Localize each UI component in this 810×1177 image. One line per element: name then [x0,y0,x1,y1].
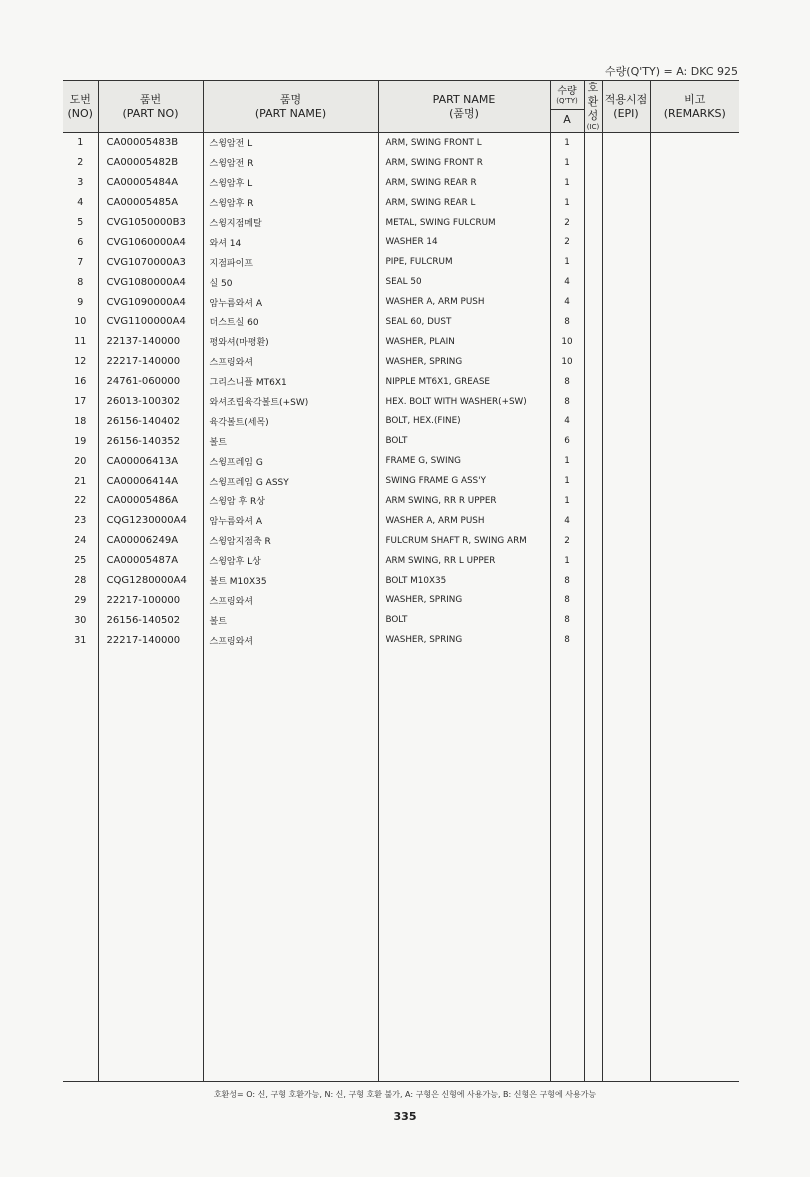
row-part-no: 26156-140352 [98,431,203,451]
row-qty: 4 [550,411,584,431]
row-ic [584,451,602,471]
header-part-name-en [378,81,550,133]
row-part-no: CVG1070000A3 [98,252,203,272]
row-epi [602,153,650,173]
row-name-ko: 스윙암지점축 R [203,531,378,551]
row-no: 29 [63,590,98,610]
table-row [63,133,739,153]
header-no-ko: 도번 [69,92,91,106]
parts-table [63,81,739,1081]
table-row [63,551,739,571]
row-no: 2 [63,153,98,173]
header-rem-ko: 비고 [684,92,706,106]
table-row [63,193,739,213]
table-row [63,213,739,233]
header-no-en: (NO) [67,106,93,120]
header-no [63,81,98,133]
row-qty: 4 [550,272,584,292]
row-ic [584,173,602,193]
row-no: 11 [63,332,98,352]
row-qty: 8 [550,590,584,610]
row-remarks [650,213,739,233]
row-qty: 4 [550,511,584,531]
row-remarks [650,571,739,591]
row-no: 7 [63,252,98,272]
row-remarks [650,252,739,272]
row-no: 28 [63,571,98,591]
row-name-ko: 더스트실 60 [203,312,378,332]
row-name-ko: 스윙암 후 R상 [203,491,378,511]
row-epi [602,392,650,412]
filler-cell [550,650,584,1081]
row-qty: 8 [550,571,584,591]
row-qty: 8 [550,392,584,412]
row-remarks [650,590,739,610]
row-remarks [650,332,739,352]
row-qty: 1 [550,193,584,213]
row-epi [602,630,650,650]
table-row [63,352,739,372]
row-qty: 1 [550,252,584,272]
row-name-en: ARM, SWING REAR R [378,173,550,193]
row-ic [584,232,602,252]
row-name-en: FULCRUM SHAFT R, SWING ARM [378,531,550,551]
row-part-no: 26156-140502 [98,610,203,630]
table-row [63,411,739,431]
row-name-ko: 스윙프레임 G [203,451,378,471]
row-ic [584,133,602,153]
filler-cell [378,650,550,1081]
table-row [63,431,739,451]
row-part-no: 22137-140000 [98,332,203,352]
row-epi [602,272,650,292]
row-remarks [650,531,739,551]
row-ic [584,590,602,610]
row-no: 9 [63,292,98,312]
row-name-ko: 암누름와셔 A [203,511,378,531]
row-epi [602,292,650,312]
row-ic [584,213,602,233]
row-name-en: SEAL 50 [378,272,550,292]
row-epi [602,511,650,531]
row-name-ko: 암누름와셔 A [203,292,378,312]
parts-table-frame [63,80,739,1082]
row-epi [602,571,650,591]
row-remarks [650,511,739,531]
filler-cell [63,650,98,1081]
row-ic [584,292,602,312]
row-no: 6 [63,232,98,252]
header-qty-en: (Q'TY) [556,96,578,105]
row-ic [584,471,602,491]
row-qty: 1 [550,153,584,173]
row-ic [584,630,602,650]
header-qty [550,81,584,133]
row-name-en: WASHER 14 [378,232,550,252]
row-name-en: BOLT M10X35 [378,571,550,591]
row-qty: 1 [550,133,584,153]
row-part-no: 22217-140000 [98,630,203,650]
row-qty: 1 [550,451,584,471]
row-name-en: METAL, SWING FULCRUM [378,213,550,233]
quantity-model-note: 수량(Q'TY) = A: DKC 925 [605,65,738,78]
filler-cell [650,650,739,1081]
row-name-en: NIPPLE MT6X1, GREASE [378,372,550,392]
page-number: 335 [393,1110,417,1123]
row-no: 4 [63,193,98,213]
row-name-ko: 볼트 [203,431,378,451]
row-no: 24 [63,531,98,551]
header-part-no [98,81,203,133]
row-qty: 2 [550,213,584,233]
header-ic [584,81,602,133]
row-no: 16 [63,372,98,392]
row-part-no: CVG1060000A4 [98,232,203,252]
row-name-en: ARM, SWING FRONT R [378,153,550,173]
row-qty: 8 [550,630,584,650]
row-epi [602,193,650,213]
row-name-ko: 지점파이프 [203,252,378,272]
row-part-no: CA00005487A [98,551,203,571]
row-remarks [650,610,739,630]
row-ic [584,511,602,531]
row-remarks [650,491,739,511]
row-part-no: CA00006414A [98,471,203,491]
row-epi [602,173,650,193]
row-no: 3 [63,173,98,193]
row-remarks [650,153,739,173]
row-remarks [650,232,739,252]
row-epi [602,451,650,471]
row-name-ko: 스윙지점메탈 [203,213,378,233]
header-epi-en: (EPI) [613,106,639,120]
row-no: 21 [63,471,98,491]
row-ic [584,193,602,213]
row-no: 23 [63,511,98,531]
row-epi [602,332,650,352]
header-part-name-ko [203,81,378,133]
row-name-en: BOLT [378,431,550,451]
table-row [63,451,739,471]
parts-table-body [63,133,739,1082]
header-ic-2: 환 [587,95,599,108]
header-part-no-en: (PART NO) [122,106,179,120]
row-epi [602,133,650,153]
row-ic [584,312,602,332]
row-name-en: BOLT, HEX.(FINE) [378,411,550,431]
row-name-en: WASHER, SPRING [378,590,550,610]
header-qty-a: A [563,113,571,126]
row-qty: 8 [550,610,584,630]
filler-cell [98,650,203,1081]
row-no: 18 [63,411,98,431]
row-name-en: WASHER, PLAIN [378,332,550,352]
row-name-ko: 육각볼트(세목) [203,411,378,431]
row-part-no: CA00006249A [98,531,203,551]
row-qty: 10 [550,332,584,352]
row-ic [584,372,602,392]
row-no: 12 [63,352,98,372]
row-remarks [650,551,739,571]
row-no: 1 [63,133,98,153]
table-row [63,511,739,531]
table-row [63,332,739,352]
row-epi [602,252,650,272]
row-qty: 8 [550,372,584,392]
row-qty: 1 [550,471,584,491]
row-remarks [650,133,739,153]
row-epi [602,491,650,511]
row-qty: 1 [550,551,584,571]
row-no: 31 [63,630,98,650]
row-part-no: CQG1230000A4 [98,511,203,531]
row-epi [602,372,650,392]
row-part-no: 22217-100000 [98,590,203,610]
filler-cell [584,650,602,1081]
row-part-no: CQG1280000A4 [98,571,203,591]
row-no: 5 [63,213,98,233]
table-row [63,252,739,272]
row-ic [584,571,602,591]
row-name-ko: 스윙프레임 G ASSY [203,471,378,491]
header-en-en: PART NAME [432,92,496,106]
row-remarks [650,173,739,193]
compatibility-footnote: 호환성= O: 신, 구형 호환가능, N: 신, 구형 호환 불가, A: 구형은 신형에 사용가능, B: 신형은 구형에 사용가능 [213,1090,597,1099]
row-no: 17 [63,392,98,412]
row-qty: 8 [550,312,584,332]
row-epi [602,531,650,551]
row-epi [602,411,650,431]
row-remarks [650,451,739,471]
table-row [63,173,739,193]
row-epi [602,471,650,491]
row-part-no: CA00006413A [98,451,203,471]
row-name-ko: 스프링와셔 [203,352,378,372]
row-name-ko: 와셔 14 [203,232,378,252]
row-no: 22 [63,491,98,511]
filler-cell [602,650,650,1081]
header-epi-ko: 적용시점 [604,92,648,106]
row-name-ko: 스윙암후 L [203,173,378,193]
table-row [63,272,739,292]
row-epi [602,232,650,252]
row-epi [602,352,650,372]
header-en-ko: (품명) [449,106,479,120]
row-remarks [650,193,739,213]
row-name-en: BOLT [378,610,550,630]
row-remarks [650,312,739,332]
row-name-en: PIPE, FULCRUM [378,252,550,272]
header-ic-en: (IC) [586,123,600,131]
row-name-ko: 실 50 [203,272,378,292]
row-name-en: ARM SWING, RR R UPPER [378,491,550,511]
header-rem-en: (REMARKS) [663,106,726,120]
row-remarks [650,272,739,292]
row-no: 19 [63,431,98,451]
row-remarks [650,471,739,491]
row-remarks [650,431,739,451]
header-qty-ko: 수량 [557,85,577,97]
row-name-en: SEAL 60, DUST [378,312,550,332]
row-ic [584,610,602,630]
row-part-no: CA00005484A [98,173,203,193]
row-name-ko: 볼트 [203,610,378,630]
table-row [63,630,739,650]
row-part-no: CVG1080000A4 [98,272,203,292]
row-qty: 2 [550,232,584,252]
row-name-ko: 스윙암후 R [203,193,378,213]
row-ic [584,411,602,431]
table-row [63,372,739,392]
row-name-ko: 스윙암전 L [203,133,378,153]
row-ic [584,153,602,173]
table-row [63,392,739,412]
row-epi [602,431,650,451]
table-row [63,292,739,312]
table-row [63,153,739,173]
row-qty: 10 [550,352,584,372]
table-row [63,531,739,551]
row-no: 30 [63,610,98,630]
filler-cell [203,650,378,1081]
row-part-no: CVG1090000A4 [98,292,203,312]
row-name-ko: 평와셔(마평환) [203,332,378,352]
row-no: 25 [63,551,98,571]
header-ic-3: 성 [587,109,599,122]
row-epi [602,590,650,610]
row-ic [584,332,602,352]
row-ic [584,252,602,272]
header-part-no-ko: 품번 [139,92,162,106]
table-filler-row [63,650,739,1081]
row-epi [602,312,650,332]
header-epi [602,81,650,133]
row-name-en: ARM SWING, RR L UPPER [378,551,550,571]
row-ic [584,431,602,451]
row-name-ko: 스프링와셔 [203,630,378,650]
row-no: 10 [63,312,98,332]
row-epi [602,551,650,571]
row-remarks [650,630,739,650]
row-remarks [650,411,739,431]
row-part-no: 22217-140000 [98,352,203,372]
header-ic-1: 호 [587,81,599,94]
row-qty: 1 [550,173,584,193]
table-row [63,232,739,252]
row-remarks [650,292,739,312]
table-row [63,312,739,332]
row-part-no: CA00005485A [98,193,203,213]
row-name-en: SWING FRAME G ASS'Y [378,471,550,491]
row-no: 8 [63,272,98,292]
row-part-no: 24761-060000 [98,372,203,392]
row-ic [584,491,602,511]
row-ic [584,551,602,571]
row-no: 20 [63,451,98,471]
table-row [63,590,739,610]
row-remarks [650,392,739,412]
row-name-en: WASHER A, ARM PUSH [378,292,550,312]
row-name-en: ARM, SWING REAR L [378,193,550,213]
table-header-row [63,81,739,133]
row-remarks [650,372,739,392]
row-remarks [650,352,739,372]
row-ic [584,531,602,551]
header-kn-ko: 품명 [279,92,302,106]
row-ic [584,352,602,372]
row-qty: 4 [550,292,584,312]
table-row [63,610,739,630]
row-epi [602,610,650,630]
row-name-ko: 스윙암전 R [203,153,378,173]
row-name-ko: 와셔조립육각볼트(+SW) [203,392,378,412]
header-kn-en: (PART NAME) [254,106,327,120]
row-epi [602,213,650,233]
row-qty: 6 [550,431,584,451]
row-name-en: HEX. BOLT WITH WASHER(+SW) [378,392,550,412]
row-ic [584,392,602,412]
row-name-en: WASHER A, ARM PUSH [378,511,550,531]
row-name-ko: 스프링와셔 [203,590,378,610]
row-name-en: WASHER, SPRING [378,630,550,650]
row-part-no: CVG1050000B3 [98,213,203,233]
row-part-no: CA00005482B [98,153,203,173]
row-part-no: CA00005486A [98,491,203,511]
table-row [63,491,739,511]
header-remarks [650,81,739,133]
row-name-en: ARM, SWING FRONT L [378,133,550,153]
row-name-ko: 스윙암후 L상 [203,551,378,571]
row-qty: 2 [550,531,584,551]
row-name-ko: 그리스니플 MT6X1 [203,372,378,392]
table-row [63,471,739,491]
row-name-en: WASHER, SPRING [378,352,550,372]
row-qty: 1 [550,491,584,511]
row-part-no: 26013-100302 [98,392,203,412]
row-name-ko: 볼트 M10X35 [203,571,378,591]
row-name-en: FRAME G, SWING [378,451,550,471]
row-part-no: 26156-140402 [98,411,203,431]
table-row [63,571,739,591]
row-part-no: CA00005483B [98,133,203,153]
row-part-no: CVG1100000A4 [98,312,203,332]
row-ic [584,272,602,292]
